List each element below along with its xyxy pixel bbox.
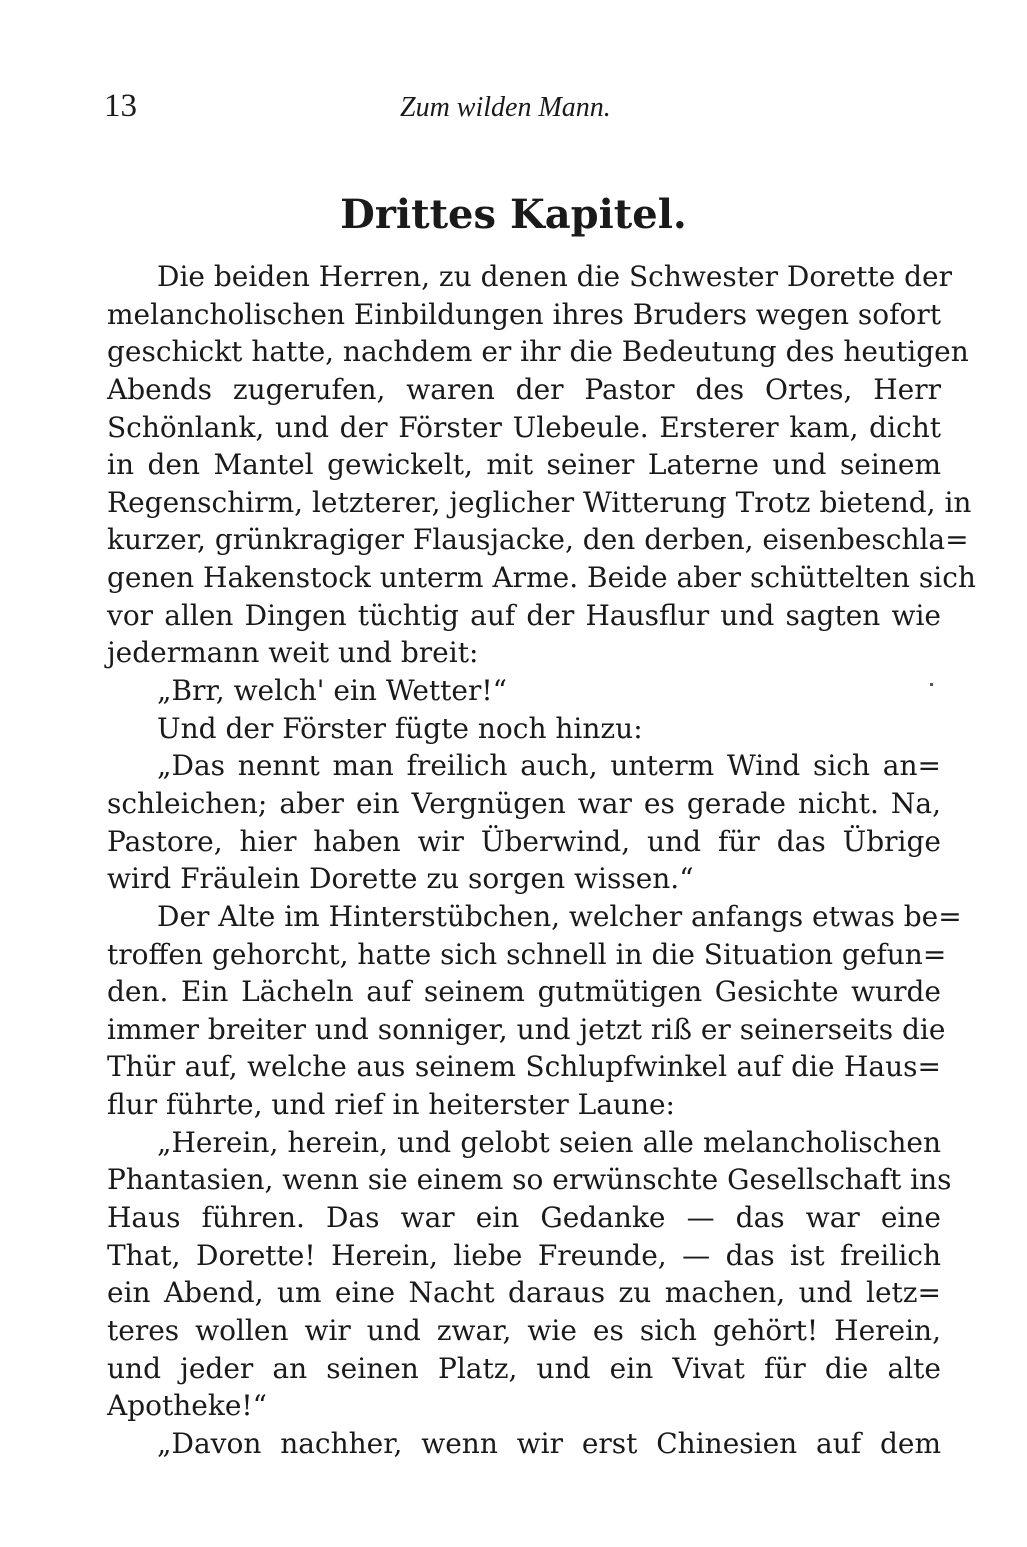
text-line: „Davon nachher, wenn wir erst Chinesien auf dem	[157, 1426, 941, 1460]
text-line: Regenschirm, letzterer, jeglicher Witterung Trotz bietend, in	[107, 485, 972, 519]
text-line: genen Hakenstock unterm Arme. Beide aber schüttelten sich	[107, 561, 976, 595]
text-line: Der Alte im Hinterstübchen, welcher anfangs etwas be=	[157, 899, 962, 933]
text-line: ein Abend, um eine Nacht daraus zu machen, und letz=	[107, 1276, 941, 1310]
text-line: kurzer, grünkragiger Flausjacke, den derben, eisenbeschla=	[107, 523, 969, 557]
text-line: „Brr, welch' ein Wetter!“	[157, 674, 507, 708]
text-line: Thür auf, welche aus seinem Schlupfwinkel auf die Haus=	[107, 1050, 941, 1084]
print-speck	[930, 683, 933, 686]
text-line: jedermann weit und breit:	[107, 636, 479, 670]
text-line: Apotheke!“	[107, 1389, 267, 1423]
text-line: flur führte, und rief in heiterster Laune:	[107, 1088, 675, 1122]
text-line: Die beiden Herren, zu denen die Schwester Dorette der	[157, 260, 953, 293]
chapter-title: Drittes Kapitel.	[340, 191, 687, 238]
text-line: „Herein, herein, und gelobt seien alle melancholischen	[157, 1125, 941, 1159]
text-line: geschickt hatte, nachdem er ihr die Bedeutung des heutigen	[107, 335, 969, 369]
text-line: vor allen Dingen tüchtig auf der Hausflur und sagten wie	[107, 598, 941, 632]
text-line: Pastore, hier haben wir Überwind, und für das Übrige	[107, 824, 941, 858]
text-line: troffen gehorcht, hatte sich schnell in die Situation gefun=	[107, 937, 947, 971]
text-line: „Das nennt man freilich auch, unterm Wind sich an=	[157, 749, 941, 783]
body-text	[107, 258, 976, 1463]
text-line: Phantasien, wenn sie einem so erwünschte Gesellschaft ins	[107, 1163, 952, 1197]
text-line: That, Dorette! Herein, liebe Freunde, — das ist freilich	[107, 1238, 941, 1272]
text-line: den. Ein Lächeln auf seinem gutmütigen Gesichte wurde	[107, 975, 941, 1009]
text-line: immer breiter und sonniger, und jetzt riß er seinerseits die	[107, 1012, 946, 1046]
running-title: Zum wilden Mann.	[400, 92, 611, 123]
text-line: in den Mantel gewickelt, mit seiner Laterne und seinem	[107, 448, 941, 482]
text-line: und jeder an seinen Platz, und ein Vivat für die alte	[107, 1351, 941, 1385]
text-line: schleichen; aber ein Vergnügen war es gerade nicht. Na,	[107, 786, 941, 820]
text-line: Schönlank, und der Förster Ulebeule. Ersterer kam, dicht	[107, 410, 941, 444]
text-line: teres wollen wir und zwar, wie es sich gehört! Herein,	[107, 1313, 941, 1347]
text-line: Und der Förster fügte noch hinzu:	[157, 711, 643, 745]
text-line: wird Fräulein Dorette zu sorgen wissen.“	[107, 862, 694, 896]
text-line: melancholischen Einbildungen ihres Bruders wegen sofort	[107, 297, 941, 331]
text-line: Abends zugerufen, waren der Pastor des Ortes, Herr	[107, 372, 941, 406]
page-number: 13	[104, 88, 137, 124]
text-line: Haus führen. Das war ein Gedanke — das war eine	[107, 1201, 941, 1235]
